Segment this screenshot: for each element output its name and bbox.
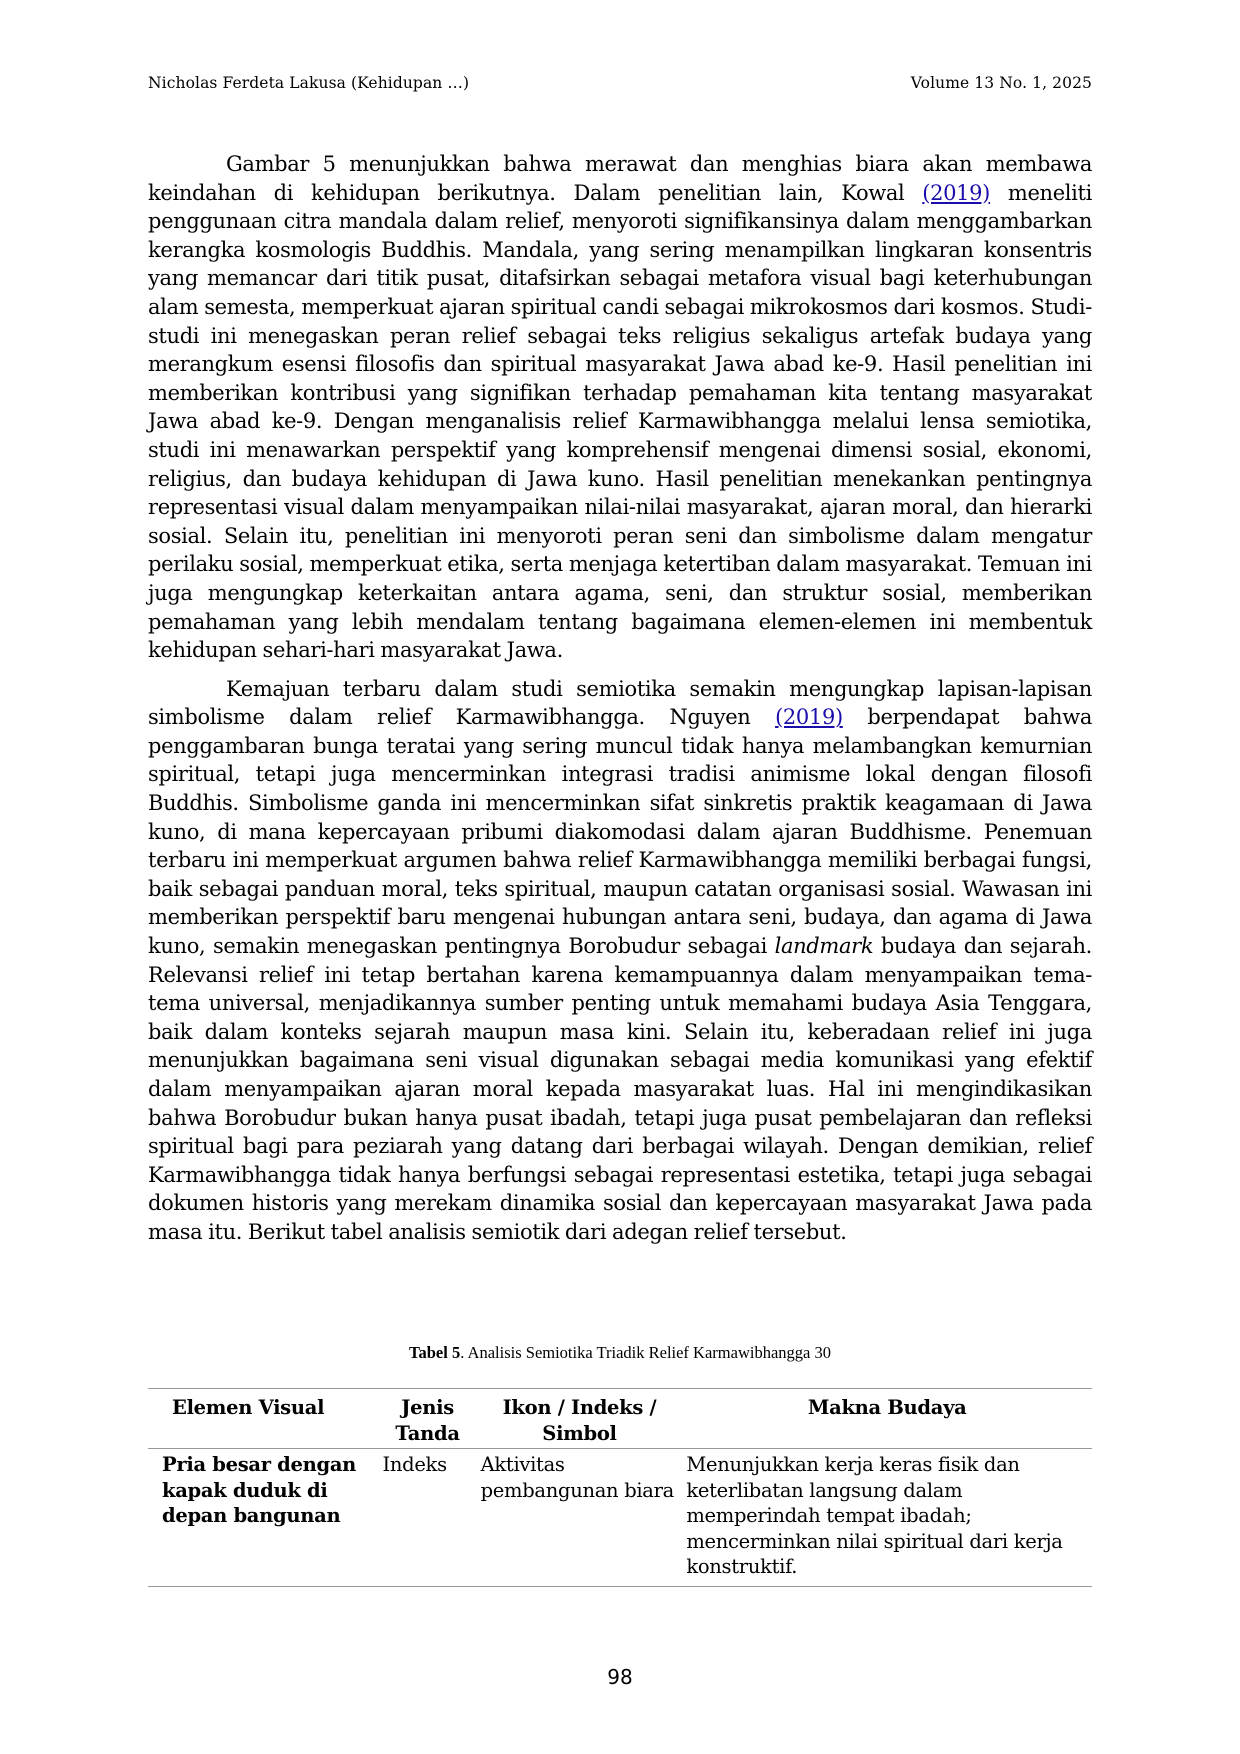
header-volume: Volume 13 No. 1, 2025 [910,74,1092,92]
table-header-row [148,1389,1092,1449]
semiotic-analysis-table [148,1388,1092,1587]
body-text [148,150,1092,1257]
running-header [148,74,1092,92]
paragraph-2-text-b: berpendapat bahwa penggambaran bunga teratai yang sering muncul tidak hanya melambangkan kemurnian spiritual, tetapi juga mencerminkan integrasi tradisi animisme lokal dengan filosofi Buddhis. Simbolisme ganda ini mencerminkan sifat sinkretis praktik keagamaan di Jawa kuno, di mana kepercayaan pribumi diakomodasi dalam ajaran Buddhisme. Penemuan terbaru ini memperkuat argumen bahwa relief Karmawibhangga memiliki berbagai fungsi, baik sebagai panduan moral, teks spiritual, maupun catatan organisasi sosial. Wawasan ini memberikan perspektif baru mengenai hubungan antara seni, budaya, dan agama di Jawa kuno, semakin menegaskan pentingnya Borobudur sebagai [148,705,1092,959]
cell-sign-type: Indeks [378,1449,476,1587]
paragraph-1 [148,150,1092,665]
page-number: 98 [607,1665,633,1689]
paragraph-1-text-b: meneliti penggunaan citra mandala dalam relief, menyoroti signifikansinya dalam menggambarkan kerangka kosmologis Buddhis. Mandala, yang sering menampilkan lingkaran konsentris yang memancar dari titik pusat, ditafsirkan sebagai metafora visual bagi keterhubungan alam semesta, memperkuat ajaran spiritual candi sebagai mikrokosmos dari kosmos. Studi-studi ini menegaskan peran relief sebagai teks religius sekaligus artefak budaya yang merangkum esensi filosofis dan spiritual masyarakat Jawa abad ke-9. Hasil penelitian ini memberikan kontribusi yang signifikan terhadap pemahaman kita tentang masyarakat Jawa abad ke-9. Dengan menganalisis relief Karmawibhangga melalui lensa semiotika, studi ini menawarkan perspektif yang komprehensif mengenai dimensi sosial, ekonomi, religius, dan budaya kehidupan di Jawa kuno. Hasil penelitian menekankan pentingnya representasi visual dalam menyampaikan nilai-nilai masyarakat, ajaran moral, dan hierarki sosial. Selain itu, penelitian ini menyoroti peran seni dan simbolisme dalam mengatur perilaku sosial, memperkuat etika, serta menjaga ketertiban dalam masyarakat. Temuan ini juga mengungkap keterkaitan antara agama, seni, dan struktur sosial, memberikan pemahaman yang lebih mendalam tentang bagaimana elemen-elemen ini membentuk kehidupan sehari-hari masyarakat Jawa. [148,180,1092,663]
paragraph-2 [148,675,1092,1247]
col-header-visual-element: Elemen Visual [148,1389,378,1449]
table-caption-label: Tabel 5 [409,1343,461,1362]
paragraph-2-text-a: Kemajuan terbaru dalam studi semiotika semakin mengungkap lapisan-lapisan simbolisme dalam relief Karmawibhangga. Nguyen [148,676,1092,730]
col-header-sign-type: Jenis Tanda [378,1389,476,1449]
col-header-icon-index-symbol: Ikon / Indeks / Simbol [477,1389,683,1449]
cell-icon-index-symbol: Aktivitas pembangunan biara [477,1449,683,1587]
table-caption [148,1343,1092,1363]
citation-link-kowal[interactable]: (2019) [922,180,991,205]
cell-cultural-meaning: Menunjukkan kerja keras fisik dan keterlibatan langsung dalam memperindah tempat ibadah; mencerminkan nilai spiritual dari kerja konstruktif. [682,1449,1092,1587]
paragraph-1-text-a: Gambar 5 menunjukkan bahwa merawat dan menghias biara akan membawa keindahan di kehidupan berikutnya. Dalam penelitian lain, Kowal [148,152,1092,205]
italic-term: landmark [774,934,874,959]
col-header-cultural-meaning: Makna Budaya [682,1389,1092,1449]
header-author-title: Nicholas Ferdeta Lakusa (Kehidupan …) [148,74,470,92]
table-caption-text: . Analisis Semiotika Triadik Relief Karmawibhangga 30 [460,1343,831,1362]
paragraph-2-text-c: budaya dan sejarah. Relevansi relief ini tetap bertahan karena kemampuannya dalam menyampaikan tema-tema universal, menjadikannya sumber penting untuk memahami budaya Asia Tenggara, baik dalam konteks sejarah maupun masa kini. Selain itu, keberadaan relief ini juga menunjukkan bagaimana seni visual digunakan sebagai media komunikasi yang efektif dalam menyampaikan ajaran moral kepada masyarakat luas. Hal ini mengindikasikan bahwa Borobudur bukan hanya pusat ibadah, tetapi juga pusat pembelajaran dan refleksi spiritual bagi para peziarah yang datang dari berbagai wilayah. Dengan demikian, relief Karmawibhangga tidak hanya berfungsi sebagai representasi estetika, tetapi juga sebagai dokumen historis yang merekam dinamika sosial dan kepercayaan masyarakat Jawa pada masa itu. Berikut tabel analisis semiotik dari adegan relief tersebut. [148,934,1092,1244]
cell-visual-element: Pria besar dengan kapak duduk di depan bangunan [148,1449,378,1587]
citation-link-nguyen[interactable]: (2019) [775,705,843,730]
table-row [148,1449,1092,1587]
